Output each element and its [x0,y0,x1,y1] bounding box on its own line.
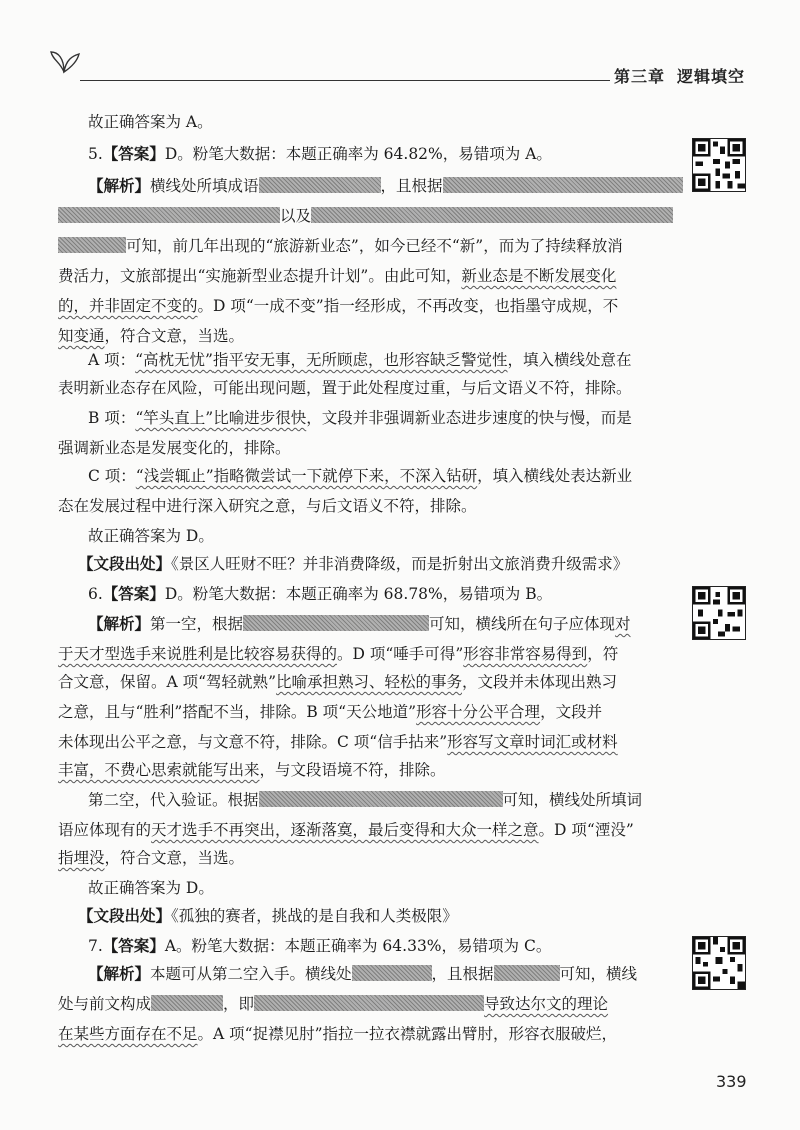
answer-line: 5.【答案】D。粉笔大数据：本题正确率为 64.82%，易错项为 A。 [88,144,552,163]
text-line: 故正确答案为 A。 [88,113,213,131]
answer-line: 6.【答案】D。粉笔大数据：本题正确率为 68.78%，易错项为 B。 [88,584,553,603]
header-rule [80,80,610,81]
source-line: 【文段出处】《孤独的赛者，挑战的是自我和人类极限》 [78,906,458,925]
text-line: 费活力，文旅部提出“实施新型业态提升计划”。由此可知，新业态是不断发展变化 [58,267,617,285]
text-line: 之意，且与“胜利”搭配不当，排除。B 项“天公地道”形容十分公平合理，文段并 [58,703,603,721]
redacted-text [311,207,673,223]
page-header [0,0,800,100]
redacted-text [243,615,429,631]
text-line: 故正确答案为 D。 [88,527,214,545]
text-line: 合文意，保留。A 项“驾轻就熟”比喻承担熟习、轻松的事务，文段并未体现出熟习 [58,673,618,691]
chapter-number: 第三章 [614,67,666,86]
redacted-text [58,207,280,223]
option-a-line: A 项：“高枕无忧”指平安无事，无所顾虑，也形容缺乏警觉性，填入横线处意在 [88,351,632,369]
redacted-text [259,791,503,807]
text-line: 第二空，代入验证。根据 可知，横线处所填词 [88,791,643,809]
option-b-line: B 项：“竿头直上”比喻进步很快，文段并非强调新业态进步速度的快与慢，而是 [88,409,632,427]
text-line: 于天才型选手来说胜利是比较容易获得的。D 项“唾手可得”形容非常容易得到，符 [58,645,619,663]
option-c-line: C 项：“浅尝辄止”指略微尝试一下就停下来，不深入钻研，填入横线处表达新业 [88,467,633,485]
text-line: 强调新业态是发展变化的，排除。 [58,439,291,457]
text-line: 故正确答案为 D。 [88,879,214,897]
redacted-text [494,965,560,981]
redacted-text [259,177,381,193]
redacted-text [352,965,432,981]
redacted-text [58,237,126,253]
page-number: 339 [716,1072,747,1091]
analysis-line: 【解析】横线处所填成语 ，且根据 [88,176,683,196]
text-line: 未体现出公平之意，与文意不符，排除。C 项“信手拈来”形容写文章时词汇或材料 [58,733,618,751]
text-line: 表明新业态存在风险，可能出现问题，置于此处程度过重，与后文语义不符，排除。 [58,379,632,397]
text-line: 以及 [58,206,673,226]
text-line: 态在发展过程中进行深入研究之意，与后文语义不符，排除。 [58,497,477,515]
redacted-text [254,995,484,1011]
text-line: 语应体现有的天才选手不再突出，逐渐落寞，最后变得和大众一样之意。D 项“湮没” [58,821,634,839]
answer-line: 7.【答案】A。粉笔大数据：本题正确率为 64.33%，易错项为 C。 [88,936,552,955]
text-line: 处与前文构成 ，即 导致达尔文的理论 [58,995,609,1013]
chapter-section: 逻辑填空 [677,67,746,86]
redacted-text [151,995,223,1011]
text-line: 的，并非固定不变的。D 项“一成不变”指一经形成，不再改变，也指墨守成规，不 [58,297,619,315]
source-line: 【文段出处】《景区人旺财不旺？并非消费降级，而是折射出文旅消费升级需求》 [78,554,629,573]
text-line: 知变通，符合文意，当选。 [58,327,245,345]
qr-code-icon[interactable] [692,138,746,192]
text-line: 指埋没，符合文意，当选。 [58,849,245,867]
text-line: 在某些方面存在不足。A 项“捉襟见肘”指拉一拉衣襟就露出臂肘，形容衣服破烂， [58,1025,618,1043]
qr-code-icon[interactable] [692,936,746,990]
analysis-line: 【解析】第一空，根据 可知，横线所在句子应体现对 [88,614,631,633]
leaf-icon [50,48,80,74]
redacted-text [443,177,683,193]
qr-code-icon[interactable] [692,586,746,640]
chapter-title [614,64,745,87]
text-line: 可知，前几年出现的“旅游新业态”，如今已经不“新”，而为了持续释放消 [58,236,623,256]
text-line: 丰富，不费心思索就能写出来，与文段语境不符，排除。 [58,761,446,779]
analysis-line: 【解析】本题可从第二空入手。横线处 ，且根据 可知，横线 [88,964,638,983]
